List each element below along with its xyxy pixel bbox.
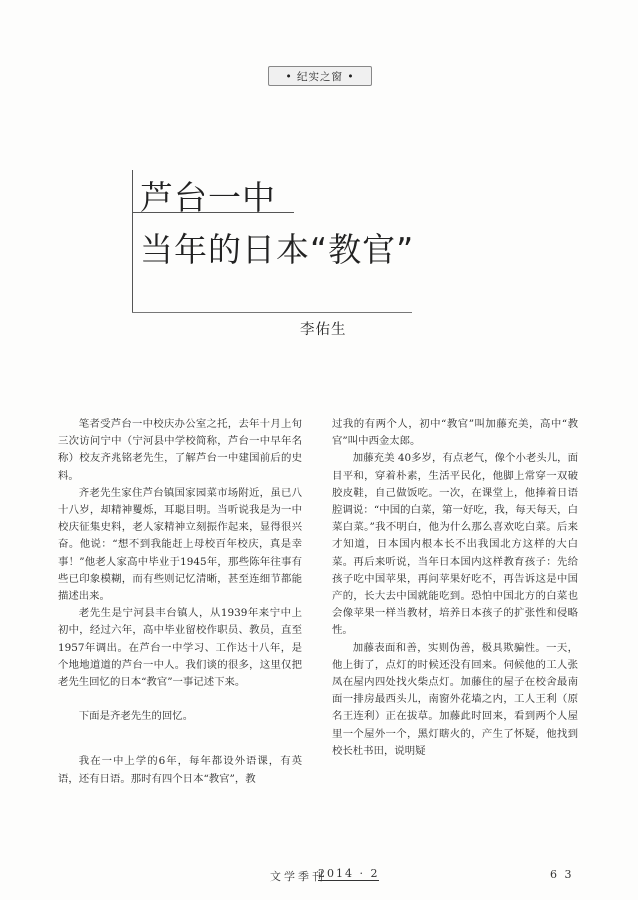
paragraph: 齐老先生家住芦台镇国家园菜市场附近，虽已八十八岁，却精神矍烁，耳聪目明。当听说我是为一中校庆征集史料，老人家精神立刻振作起来，显得很兴奋。他说：“想不到我能赶上母校百年校庆，真是幸事！”他老人家高中毕业于1945年，那些陈年往事有些已印象模糊，而有些则记忆清晰，甚至连细节都能描述出来。 [58, 486, 302, 603]
author-name: 李佑生 [300, 322, 347, 338]
article-title-line1: 芦台一中 [140, 178, 276, 217]
paragraph: 我在一中上学的6年，每年都设外语课，有英语，还有日语。那时有四个日本“教官”，教 [58, 755, 302, 785]
paragraph: 加藤充美 40多岁，有点老气，像个小老头儿，面目平和，穿着朴素，生活平民化，他脚上常穿一双破胶皮鞋，自己做饭吃。一次，在课堂上，他捧着日语腔调说：“中国的白菜，第一好吃，我，每天每天，白菜白菜。”我不明白，他为什么那么喜欢吃白菜。后来才知道，日本国内根本长不出我国北方这样的大白菜。再后来听说，当年日本国内这样教育孩子：先给孩子吃中国苹果，再问苹果好吃不，再告诉这是中国产的，长大去中国就能吃到。恐怕中国北方的白菜也会像苹果一样当教材，培养日本孩子的扩张性和侵略性。 [332, 452, 578, 637]
column-tag: • 纪实之窗 • [268, 66, 372, 86]
article-title-line2: 当年的日本“教官” [140, 230, 415, 269]
paragraph: 老先生是宁河县丰台镇人，从1939年来宁中上初中，经过六年，高中毕业留校作职员、教员，直至1957年调出。在芦台一中学习、工作达十八年，是个地地道道的芦台一中人。我们谈的很多，这里仅把老先生回忆的日本“教官”一事记述下来。 [58, 607, 302, 689]
paragraph: 下面是齐老先生的回忆。 [78, 710, 194, 723]
right-text-column [332, 416, 578, 760]
title-frame-left-rule [132, 170, 133, 312]
footer-issue: 2014 · 2 [318, 867, 380, 880]
paragraph: 加藤表面和善，实则伪善，极具欺骗性。一天，他上街了，点灯的时候还没有回来。伺候他的工人张凤在屋内四处找火柴点灯。加藤住的屋子在校舍最南面一排房最西头儿，南窗外花墙之内，工人王利（原名王连利）正在拔草。加藤此时回来，看到两个人屋里一个屋外一个，黑灯瞎火的，产生了怀疑，他找到校长杜书田，说明疑 [332, 641, 578, 757]
footer-journal-name: 文学季刊 [270, 870, 326, 883]
left-text-column [58, 416, 302, 788]
footer-page-number: 6 3 [550, 868, 574, 881]
title-frame-bottom-rule [132, 312, 412, 313]
paragraph: 过我的有两个人，初中“教官”叫加藤充美，高中“教官”叫中西金太郎。 [332, 418, 578, 448]
paragraph: 笔者受芦台一中校庆办公室之托，去年十月上旬三次访问宁中（宁河县中学校简称，芦台一中早年名称）校友齐兆铭老先生，了解芦台一中建国前后的史料。 [58, 418, 302, 482]
